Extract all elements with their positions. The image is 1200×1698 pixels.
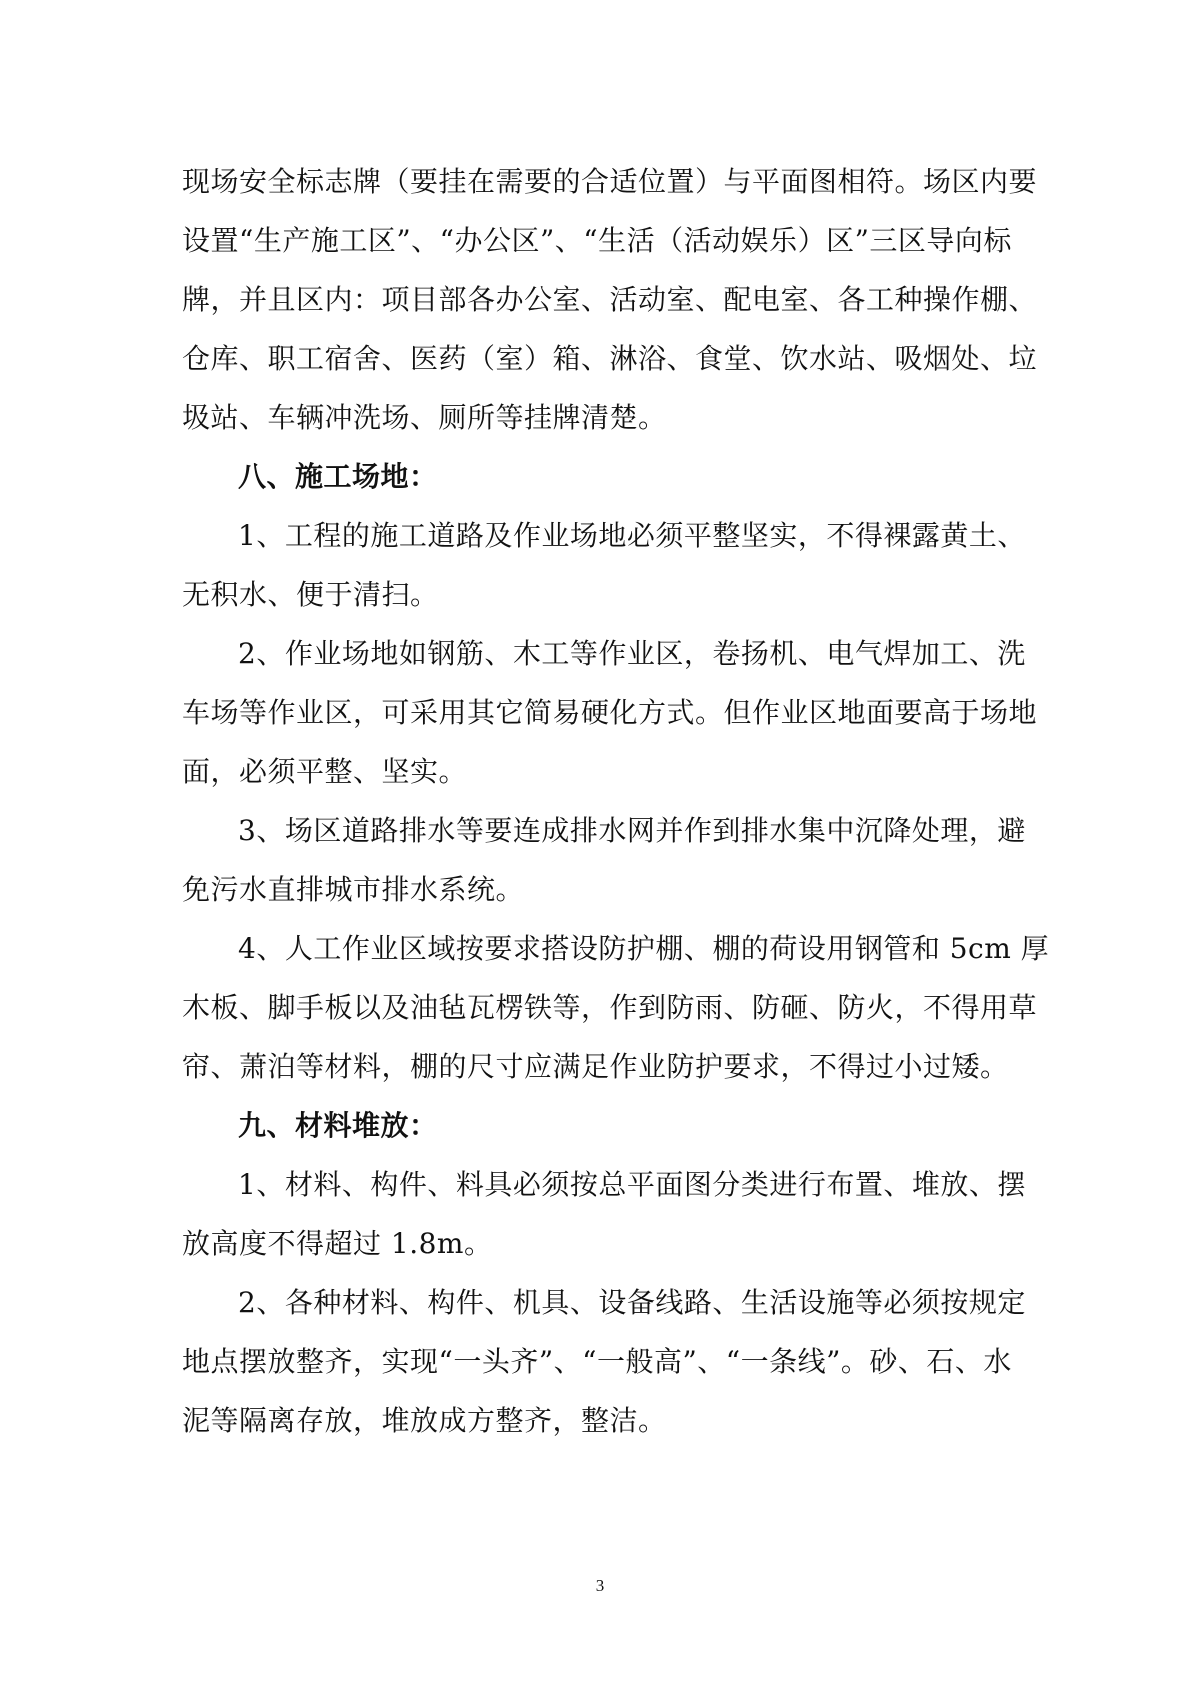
section8-item4-line: 4、人工作业区域按要求搭设防护棚、棚的荷设用钢管和 5cm 厚	[238, 932, 1050, 965]
section9-item2-line: 泥等隔离存放，堆放成方整齐，整洁。	[182, 1404, 667, 1437]
section8-item2-line: 车场等作业区，可采用其它简易硬化方式。但作业区地面要高于场地	[182, 696, 1038, 729]
document-body	[182, 152, 1050, 1450]
section8-item4-line: 木板、脚手板以及油毡瓦楞铁等，作到防雨、防砸、防火，不得用草	[182, 991, 1038, 1024]
paragraph-line: 设置“生产施工区”、“办公区”、“生活（活动娱乐）区”三区导向标	[182, 224, 1012, 257]
section8-item2-line: 2、作业场地如钢筋、木工等作业区，卷扬机、电气焊加工、洗	[238, 637, 1026, 670]
section8-item2-line: 面，必须平整、坚实。	[182, 755, 468, 788]
section-heading-8: 八、施工场地：	[238, 460, 438, 493]
section8-item3-line: 3、场区道路排水等要连成排水网并作到排水集中沉降处理，避	[238, 814, 1026, 847]
section8-item1-line: 1、工程的施工道路及作业场地必须平整坚实，不得裸露黄土、	[238, 519, 1026, 552]
section9-item2-line: 2、各种材料、构件、机具、设备线路、生活设施等必须按规定	[238, 1286, 1026, 1319]
paragraph-line: 现场安全标志牌（要挂在需要的合适位置）与平面图相符。场区内要	[182, 165, 1038, 198]
paragraph-line: 仓库、职工宿舍、医药（室）箱、淋浴、食堂、饮水站、吸烟处、垃	[182, 342, 1038, 375]
section9-item1-line: 1、材料、构件、料具必须按总平面图分类进行布置、堆放、摆	[238, 1168, 1026, 1201]
paragraph-line: 牌，并且区内：项目部各办公室、活动室、配电室、各工种操作棚、	[182, 283, 1038, 316]
paragraph-line: 圾站、车辆冲洗场、厕所等挂牌清楚。	[182, 401, 667, 434]
section8-item4-line: 帘、萧泊等材料，棚的尺寸应满足作业防护要求，不得过小过矮。	[182, 1050, 1009, 1083]
section9-item2-line: 地点摆放整齐，实现“一头齐”、“一般高”、“一条线”。砂、石、水	[182, 1345, 1012, 1378]
section9-item1-line: 放高度不得超过 1.8m。	[182, 1227, 493, 1260]
page-number: 3	[595, 1576, 605, 1595]
section8-item3-line: 免污水直排城市排水系统。	[182, 873, 525, 906]
section-heading-9: 九、材料堆放：	[238, 1109, 438, 1142]
section8-item1-line: 无积水、便于清扫。	[182, 578, 439, 611]
